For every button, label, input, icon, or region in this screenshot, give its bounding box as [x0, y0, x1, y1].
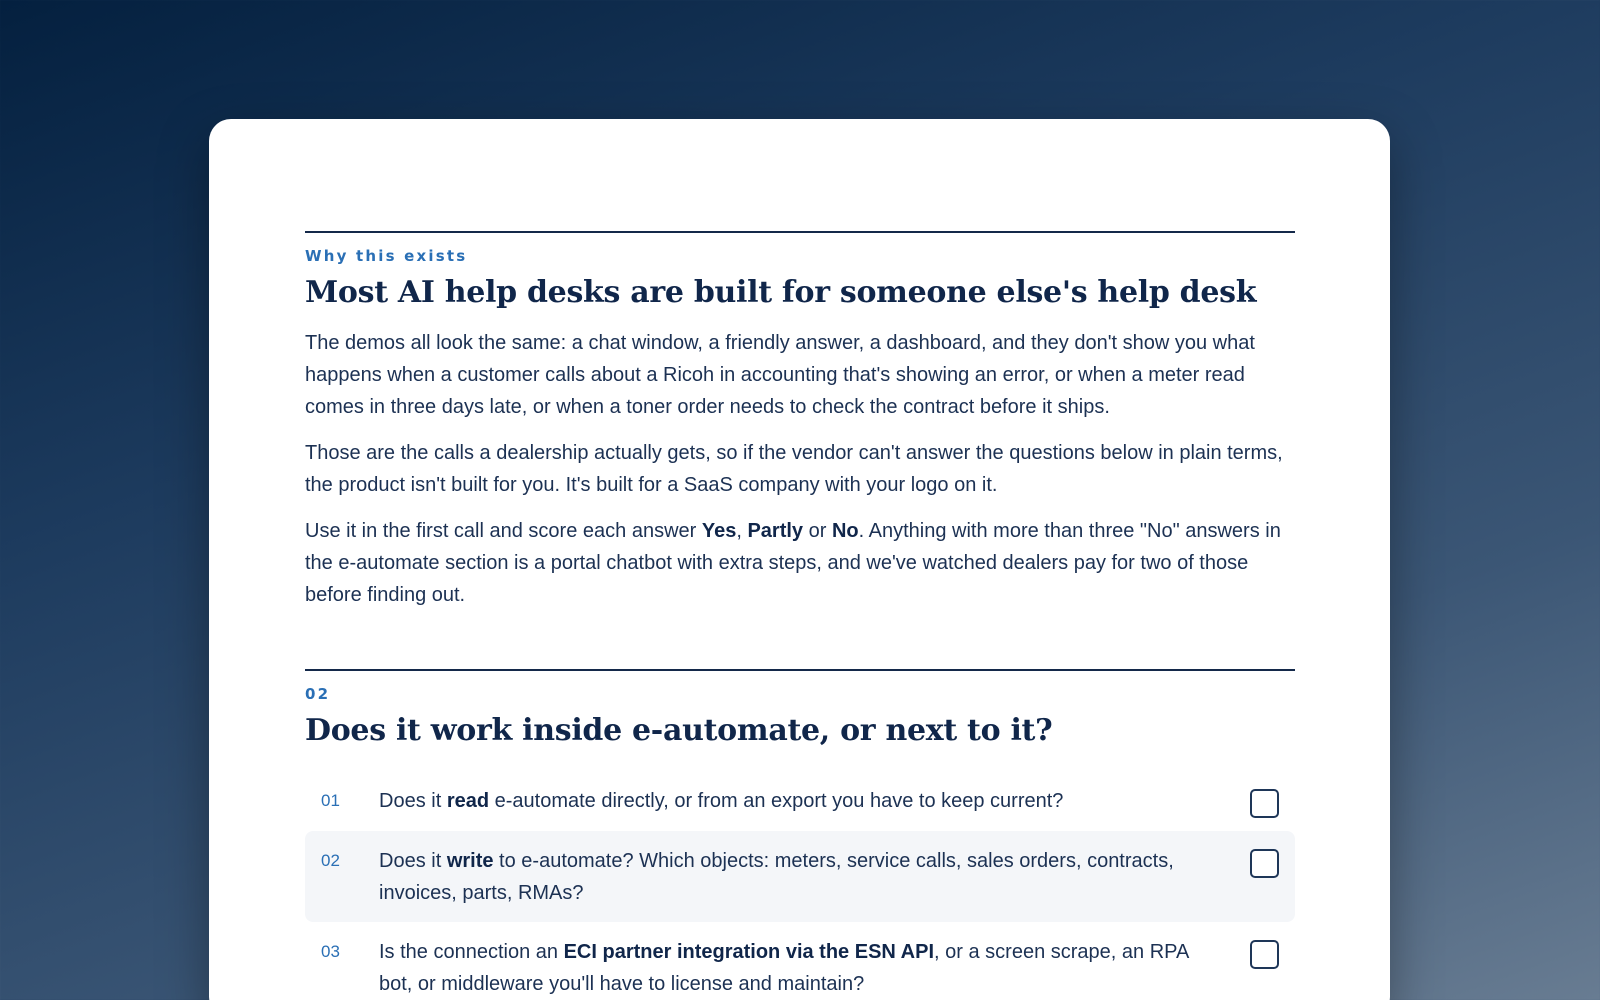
intro-section: [305, 231, 1295, 611]
intro-title: Most AI help desks are built for someone else's help desk: [305, 275, 1257, 310]
question-number: 03: [321, 942, 340, 961]
question-text-bold: write: [446, 850, 494, 872]
question-checkbox[interactable]: [1250, 940, 1279, 969]
question-text-pre: Does it: [379, 850, 447, 872]
score-partly: Partly: [747, 520, 804, 542]
section-02-title: Does it work inside e-automate, or next to it?: [305, 713, 1053, 748]
question-list: [305, 771, 1295, 1000]
intro-paragraph-3: [305, 515, 1295, 611]
paragraph-3-sep-2: or: [803, 520, 832, 542]
section-02-eyebrow: 02: [305, 685, 331, 703]
question-text-post: , or a screen scrape, an RPA bot, or middleware you'll have to license and maintain?: [379, 941, 1189, 995]
section-02: [305, 669, 1295, 1000]
question-checkbox[interactable]: [1250, 849, 1279, 878]
paragraph-3-sep-1: ,: [736, 520, 748, 542]
question-text-bold: read: [446, 790, 490, 812]
question-row: [305, 831, 1295, 922]
paragraph-3-post: . Anything with more than three "No" answers in the e-automate section is a portal chatbot with extra steps, and we've watched dealers pay for two of those before finding out.: [305, 520, 1281, 606]
question-text: [379, 936, 1250, 1000]
question-number: 01: [321, 791, 340, 810]
score-yes: Yes: [701, 520, 737, 542]
intro-paragraph-1: The demos all look the same: a chat window, a friendly answer, a dashboard, and they don't show you what happens when a customer calls about a Ricoh in accounting that's showing an error, or when a meter read comes in three days late, or when a toner order needs to check the contract before it ships.: [305, 332, 1255, 418]
question-text-post: to e-automate? Which objects: meters, service calls, sales orders, contracts, invoices, parts, RMAs?: [379, 850, 1174, 904]
document-content: [305, 231, 1295, 1000]
question-row: [305, 771, 1295, 831]
question-text-pre: Does it: [379, 790, 447, 812]
question-checkbox[interactable]: [1250, 789, 1279, 818]
question-text-post: e-automate directly, or from an export you have to keep current?: [489, 790, 1064, 812]
question-text-pre: Is the connection an: [379, 941, 564, 963]
intro-paragraph-2: Those are the calls a dealership actually gets, so if the vendor can't answer the questions below in plain terms, the product isn't built for you. It's built for a SaaS company with your logo on it.: [305, 442, 1283, 496]
score-no: No: [831, 520, 859, 542]
question-text-bold: ECI partner integration via the ESN API: [563, 941, 935, 963]
document-card: [209, 119, 1390, 1000]
question-text: [379, 785, 1250, 817]
paragraph-3-pre: Use it in the first call and score each answer: [305, 520, 702, 542]
question-number: 02: [321, 851, 340, 870]
intro-eyebrow: Why this exists: [305, 247, 468, 265]
question-row: [305, 922, 1295, 1000]
question-text: [379, 845, 1250, 909]
